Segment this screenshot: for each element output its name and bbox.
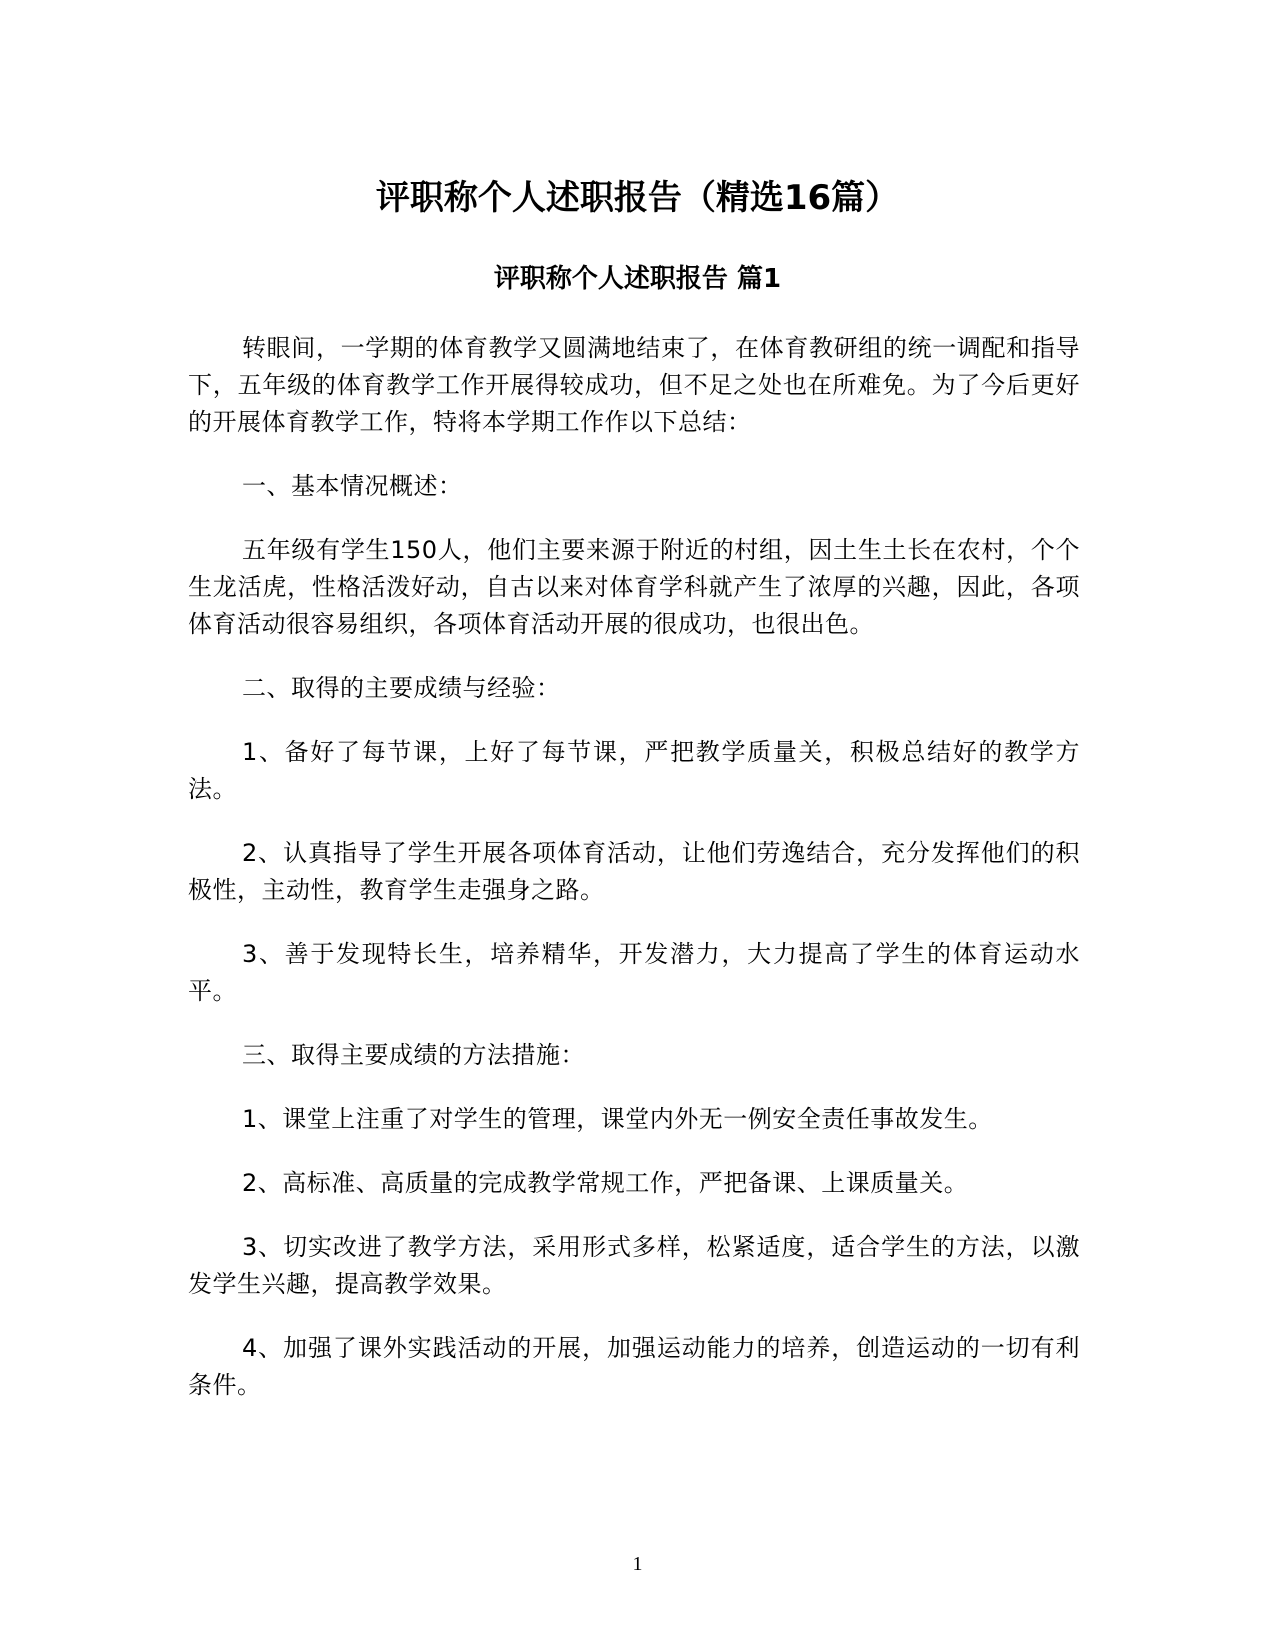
- list-item-achievement-2: 2、认真指导了学生开展各项体育活动，让他们劳逸结合，充分发挥他们的积极性，主动性，教育学生走强身之路。: [188, 839, 1080, 904]
- list-item-method-3: 3、切实改进了教学方法，采用形式多样，松紧适度，适合学生的方法，以激发学生兴趣，提高教学效果。: [188, 1233, 1080, 1298]
- list-item-method-4: 4、加强了课外实践活动的开展，加强运动能力的培养，创造运动的一切有利条件。: [188, 1334, 1080, 1399]
- list-item-method-1: 1、课堂上注重了对学生的管理，课堂内外无一例安全责任事故发生。: [242, 1105, 993, 1133]
- heading-basic-overview: 一、基本情况概述：: [242, 472, 463, 500]
- heading-methods: 三、取得主要成绩的方法措施：: [242, 1041, 585, 1069]
- list-item-method-2: 2、高标准、高质量的完成教学常规工作，严把备课、上课质量关。: [242, 1169, 969, 1197]
- document-title: 评职称个人述职报告（精选16篇）: [375, 178, 900, 218]
- list-item-achievement-1: 1、备好了每节课，上好了每节课，严把教学质量关，积极总结好的教学方法。: [188, 738, 1080, 803]
- section-title: 评职称个人述职报告 篇1: [493, 264, 782, 294]
- paragraph-student-overview: 五年级有学生150人，他们主要来源于附近的村组，因土生土长在农村，个个生龙活虎，性格活泼好动，自古以来对体育学科就产生了浓厚的兴趣，因此，各项体育活动很容易组织，各项体育活动开展的很成功，也很出色。: [188, 536, 1080, 638]
- paragraph-intro: 转眼间，一学期的体育教学又圆满地结束了，在体育教研组的统一调配和指导下，五年级的体育教学工作开展得较成功，但不足之处也在所难免。为了今后更好的开展体育教学工作，特将本学期工作作以下总结：: [188, 334, 1080, 436]
- list-item-achievement-3: 3、善于发现特长生，培养精华，开发潜力，大力提高了学生的体育运动水平。: [188, 940, 1080, 1005]
- document-body: [188, 330, 1080, 1431]
- heading-achievements: 二、取得的主要成绩与经验：: [242, 674, 561, 702]
- page-number: 1: [632, 1553, 643, 1575]
